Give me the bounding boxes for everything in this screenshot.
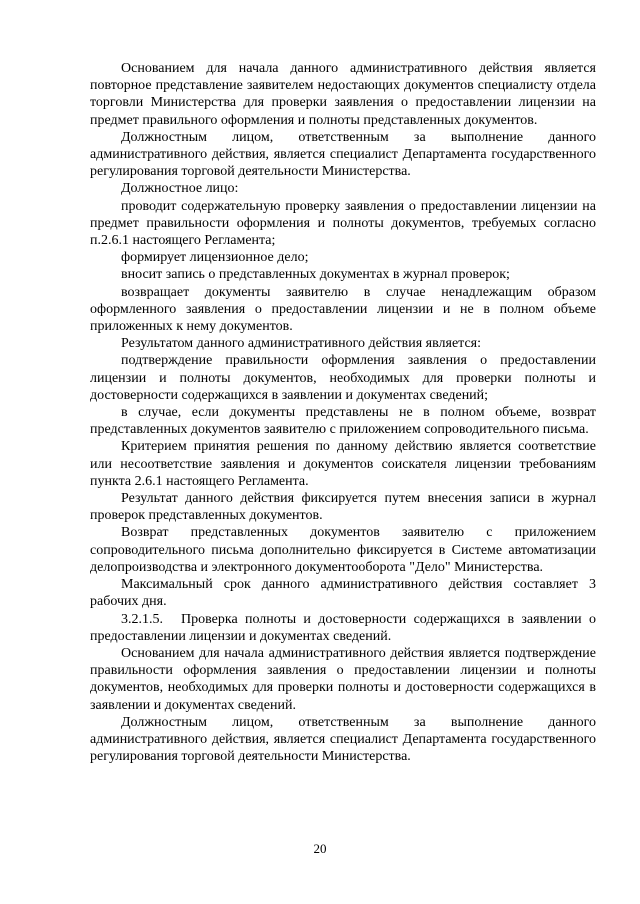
paragraph: подтверждение правильности оформления заявления о предоставлении лицензии и полноты документов, необходимых для проверки полноты и достоверности содержащихся в заявлении и документах сведений; xyxy=(90,353,596,403)
paragraph: Должностным лицом, ответственным за выполнение данного административного действия, является специалист Департамента государственного регулирования торговой деятельности Министерства. xyxy=(90,129,596,180)
section-number: 3.2.1.5. xyxy=(121,611,163,627)
paragraph: Максимальный срок данного административного действия составляет 3 рабочих дня. xyxy=(90,577,596,610)
paragraph: в случае, если документы представлены не в полном объеме, возврат представленных документов заявителю с приложением сопроводительного письма. xyxy=(90,405,596,438)
section-heading xyxy=(90,611,596,645)
paragraph: формирует лицензионное дело; xyxy=(121,250,309,266)
paragraph: Должностным лицом, ответственным за выполнение данного административного действия, является специалист Департамента государственного регулирования торговой деятельности Министерства. xyxy=(90,714,596,765)
document-body xyxy=(90,60,596,765)
page-number: 20 xyxy=(313,841,327,856)
paragraph: вносит запись о представленных документах в журнал проверок; xyxy=(121,267,510,283)
paragraph: Результатом данного административного действия является: xyxy=(121,336,482,352)
section-title: Проверка полноты и достоверности содержащихся в заявлении о предоставлении лицензии и документах сведений. xyxy=(90,611,596,644)
paragraph: Возврат представленных документов заявителю с приложением сопроводительного письма дополнительно фиксируется в Системе автоматизации делопроизводства и электронного документооборота "Дело" Министерства. xyxy=(90,525,596,575)
paragraph: проводит содержательную проверку заявления о предоставлении лицензии на предмет правильности оформления и полноты документов, требуемых согласно п.2.6.1 настоящего Регламента; xyxy=(90,198,596,249)
paragraph: Основанием для начала данного административного действия является повторное представление заявителем недостающих документов специалисту отдела торговли Министерства для проверки заявления о предоставлении лицензии на предмет правильного оформления и полноты представленных документов. xyxy=(90,61,596,128)
paragraph: Результат данного действия фиксируется путем внесения записи в журнал проверок представленных документов. xyxy=(90,491,596,524)
paragraph: Критерием принятия решения по данному действию является соответствие или несоответствие заявления и документов соискателя лицензии требованиям пункта 2.6.1 настоящего Регламента. xyxy=(90,439,596,489)
paragraph: Основанием для начала административного действия является подтверждение правильности оформления заявления о предоставлении лицензии и полноты документов, необходимых для проверки полноты и достоверности содержащихся в заявлении и документах сведений. xyxy=(90,645,596,713)
paragraph: возвращает документы заявителю в случае ненадлежащим образом оформленного заявления о предоставлении лицензии и не в полном объеме приложенных к нему документов. xyxy=(90,284,596,335)
paragraph: Должностное лицо: xyxy=(121,181,239,197)
